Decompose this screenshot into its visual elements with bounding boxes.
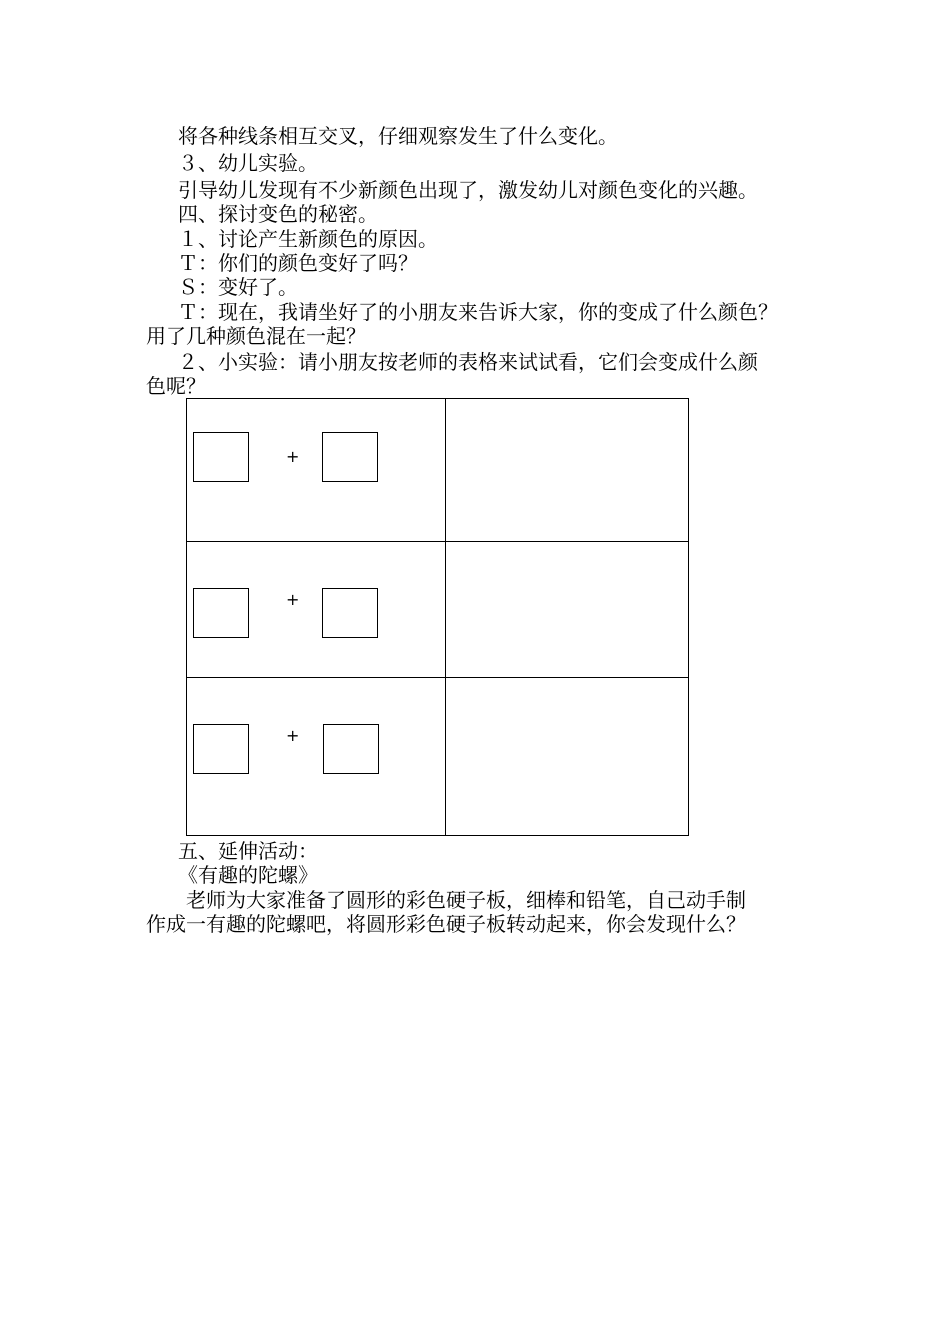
text-line: 老师为大家准备了圆形的彩色硬子板，细棒和铅笔，自己动手制 — [186, 888, 746, 912]
text-line: ２、小实验：请小朋友按老师的表格来试试看，它们会变成什么颜 — [178, 350, 758, 374]
color-box — [193, 724, 249, 774]
dialogue-line: Ｔ：你们的颜色变好了吗？ — [178, 251, 418, 275]
table-row — [187, 542, 689, 678]
text-line: ３、幼儿实验。 — [178, 151, 318, 175]
plus-sign: + — [286, 590, 300, 609]
mix-cell — [187, 399, 446, 542]
text-line: 用了几种颜色混在一起？ — [146, 324, 366, 348]
result-cell — [446, 542, 689, 678]
text-line: 作成一有趣的陀螺吧，将圆形彩色硬子板转动起来，你会发现什么？ — [146, 912, 746, 936]
dialogue-line: Ｓ：变好了。 — [178, 275, 298, 299]
table-row — [187, 399, 689, 542]
dialogue-line: Ｔ：现在，我请坐好了的小朋友来告诉大家，你的变成了什么颜色？ — [178, 300, 778, 324]
mix-cell — [187, 542, 446, 678]
color-box — [322, 432, 378, 482]
activity-title: 《有趣的陀螺》 — [178, 863, 318, 887]
color-box — [193, 432, 249, 482]
color-box — [323, 724, 379, 774]
text-line: 引导幼儿发现有不少新颜色出现了，激发幼儿对颜色变化的兴趣。 — [178, 178, 758, 202]
experiment-table — [186, 398, 689, 836]
text-line: 将各种线条相互交叉，仔细观察发生了什么变化。 — [178, 124, 618, 148]
text-line: 色呢？ — [146, 374, 206, 398]
result-cell — [446, 678, 689, 836]
table-row — [187, 678, 689, 836]
plus-sign: + — [286, 726, 300, 745]
mix-cell — [187, 678, 446, 836]
color-box — [322, 588, 378, 638]
result-cell — [446, 399, 689, 542]
plus-sign: + — [286, 447, 300, 466]
color-box — [193, 588, 249, 638]
section-heading: 五、延伸活动： — [178, 839, 318, 863]
section-heading: 四、探讨变色的秘密。 — [178, 202, 378, 226]
text-line: １、讨论产生新颜色的原因。 — [178, 227, 438, 251]
